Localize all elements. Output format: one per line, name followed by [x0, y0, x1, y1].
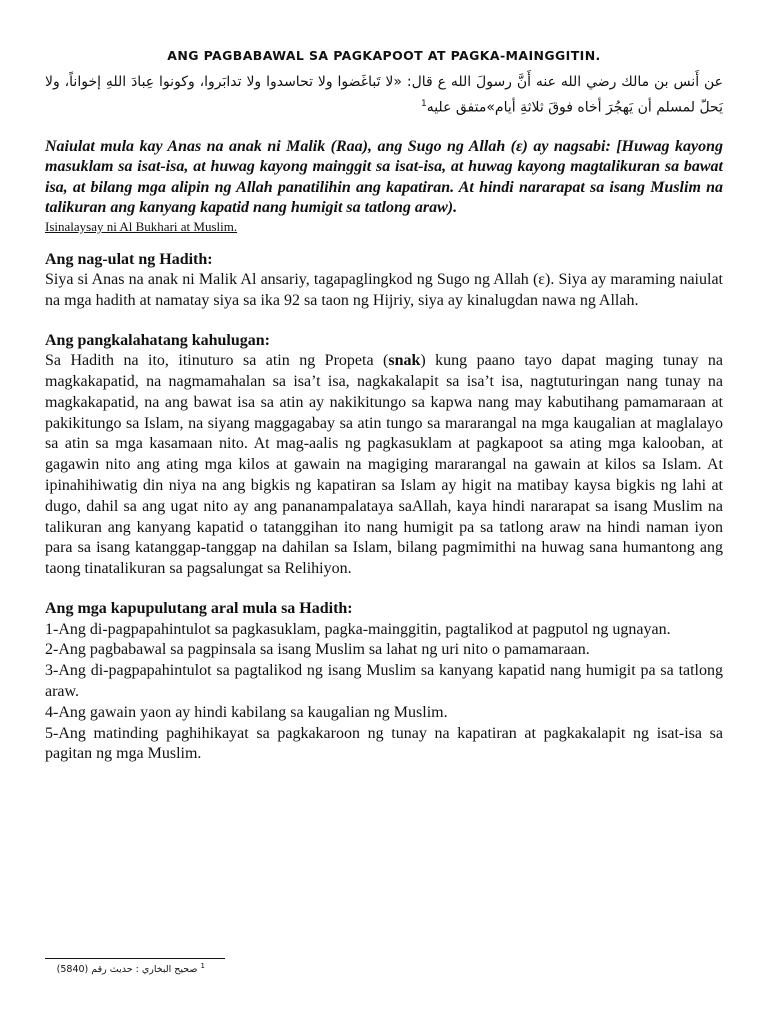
narrator-text: Siya si Anas na anak ni Malik Al ansariy, tagapaglingkod ng Sugo ng Allah (ε). Siya ay maraming naiulat na mga hadith at namatay siya sa ika 92 sa taon ng Hijriy, siya ay kinalugdan nawa ng Allah.: [45, 271, 723, 309]
meaning-text: [45, 351, 723, 580]
meaning-text-before: Sa Hadith na ito, itinuturo sa atin ng Propeta (: [45, 352, 389, 370]
lesson-item: 4-Ang gawain yaon ay hindi kabilang sa kaugalian ng Muslim.: [45, 703, 448, 721]
document-page: [45, 48, 723, 765]
meaning-heading: Ang pangkalahatang kahulugan:: [45, 331, 270, 349]
lesson-item: 3-Ang di-pagpapahintulot sa pagtalikod ng isang Muslim sa kanyang kapatid nang humigit pa sa tatlong araw.: [45, 662, 723, 700]
footnote-text: صحيح البخاري : حديث رقم (5840): [56, 964, 198, 976]
meaning-text-after: ) kung paano tayo dapat maging tunay na magkakapatid, na nagmamahalan sa isa’t isa, nagkakalapit sa isa’t isa, nagtuturingan nang tunay na magkakapatid, na ang bawat isa sa atin ay nakikitungo sa kapwa nang may kabutihang pamamaraan at pakikitungo sa Islam, na siyang maggagabay sa atin tungo sa mararangal na mga kaugalian at maglalayo sa atin sa mga kasamaan nito. At mag-aalis ng pagkasuklam at pagkapoot sa ating mga kalooban, at gagawin nito ang ating mga kilos at gawain na magiging mararangal na gawain at kilos sa Islam. At ipinahihiwatig din niya na ang bigkis ng kapatiran sa Islam ay higit na matibay kaysa bigkis ng lahi at dugo, dahil sa ang ugat nito ay ang pananampalataya saAllah, kaya hindi nararapat sa isang Muslim na talikuran ang kanyang kapatid o tatanggihan ito nang humigit pa sa tatlong araw na hindi naman iyon para sa isang katanggap-tanggap na dahilan sa Islam, bilang pagmimithi na huwag sana humantong ang taong tinatalikuran sa pagsalungat sa Relihiyon.: [45, 352, 724, 578]
hadith-source: Isinalaysay ni Al Bukhari at Muslim.: [45, 218, 238, 234]
footnote-number: 1: [200, 962, 205, 970]
lessons-list: [45, 620, 723, 766]
footnote-ref: 1: [420, 99, 427, 109]
footnote: [45, 962, 205, 975]
lessons-heading: Ang mga kapupulutang aral mula sa Hadith:: [45, 600, 353, 618]
arabic-hadith-text: [45, 71, 723, 119]
footnote-divider: [45, 958, 225, 959]
lesson-item: 1-Ang di-pagpapahintulot sa pagkasuklam, pagka-mainggitin, pagtalikod at pagputol ng ugnayan.: [45, 620, 671, 638]
meaning-text-bold: snak: [388, 352, 421, 370]
document-title: ANG PAGBABAWAL SA PAGKAPOOT AT PAGKA-MAINGGITIN.: [167, 48, 601, 63]
lesson-item: 5-Ang matinding paghihikayat sa pagkakaroon ng tunay na kapatiran at pagkakalapit ng isat-isa sa pagitan ng mga Muslim.: [45, 724, 723, 763]
hadith-translation: Naiulat mula kay Anas na anak ni Malik (Raa), ang Sugo ng Allah (ε) ay nagsabi: [Huwag kayong masuklam sa isat-isa, at huwag kayong mainggit sa isat-isa, at huwag kayong magtalikuran sa bawat isa, at bilang mga alipin ng Allah panatilihin ang kapatiran. At hindi nararapat sa isang Muslim na talikuran ang kanyang kapatid nang humigit sa tatlong araw).: [45, 137, 723, 217]
arabic-text: عن أَنس بن مالك رضي الله عنه أَنَّ رسولَ الله ع قال: «لا تَباغَضوا ولا تحاسدوا ولا تدابَروا، وكونوا عِبادَ اللهِ إخواناً، ولا يَحلّ لمسلم أن يَهجُرَ أخاه فوقَ ثلاثةِ أيام»متفق عليه: [45, 74, 723, 116]
lesson-item: 2-Ang pagbabawal sa pagpinsala sa isang Muslim sa lahat ng uri nito o pamamaraan.: [45, 641, 590, 659]
narrator-heading: Ang nag-ulat ng Hadith:: [45, 250, 213, 268]
